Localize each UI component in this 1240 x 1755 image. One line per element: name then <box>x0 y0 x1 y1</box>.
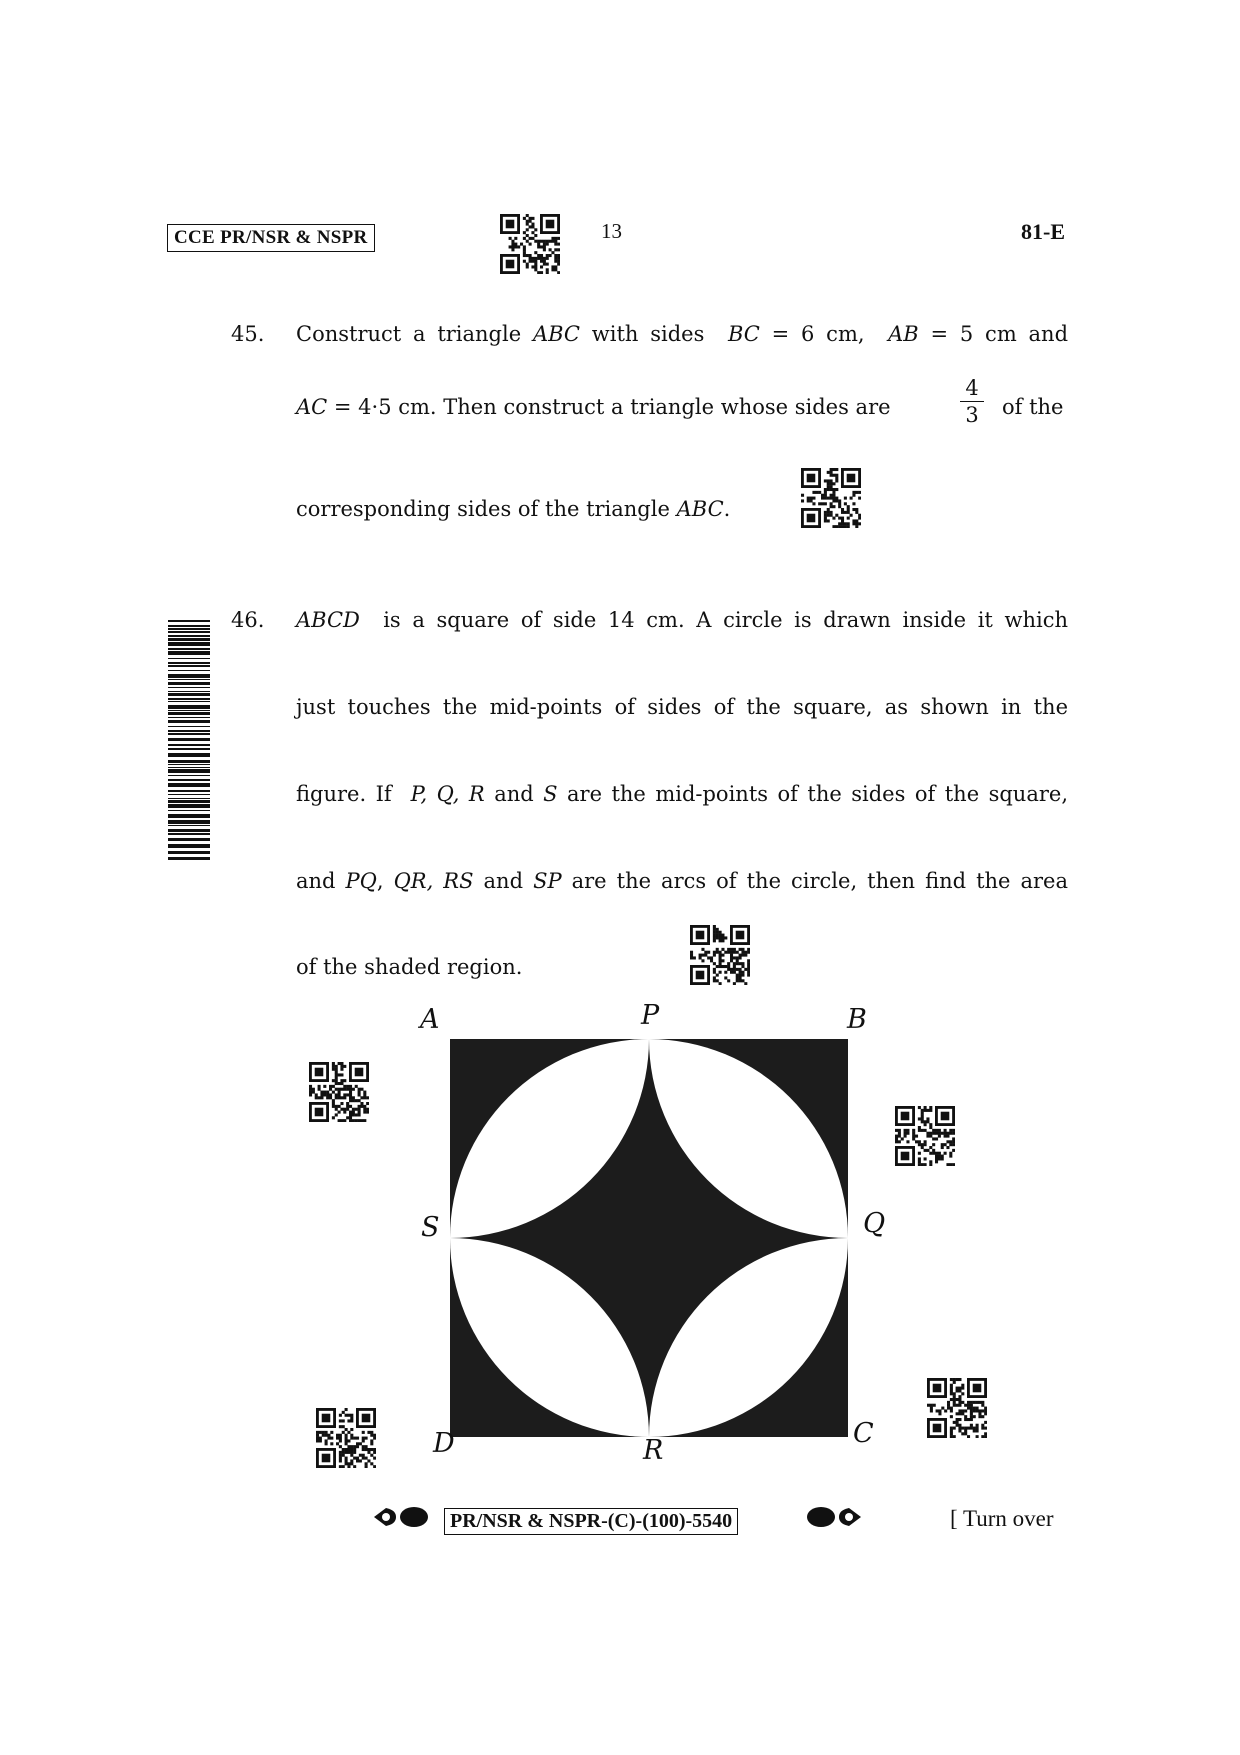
text-segment: are the arcs of the circle, then find the area <box>561 869 1069 893</box>
fraction-four-thirds <box>960 378 984 426</box>
q46-line-4 <box>296 869 1068 893</box>
text-segment: QR, RS <box>393 869 474 893</box>
vertex-label-b: B <box>847 1004 867 1035</box>
text-segment: and <box>484 782 544 806</box>
qr-code-icon <box>927 1378 987 1438</box>
midpoint-label-r: R <box>643 1435 664 1466</box>
text-segment: , <box>376 869 394 893</box>
midpoint-label-q: Q <box>863 1208 886 1239</box>
text-segment: ABC <box>532 322 580 346</box>
fraction-bar <box>960 401 984 402</box>
text-segment: and <box>296 869 346 893</box>
text-segment: Construct a triangle <box>296 322 533 346</box>
qr-code-icon <box>895 1106 955 1166</box>
qr-code-icon <box>309 1062 369 1122</box>
qr-code-icon <box>801 468 861 528</box>
text-segment: P, Q, R <box>410 782 485 806</box>
text-segment: AC <box>296 395 328 419</box>
text-segment: is a square of side 14 cm. A circle is drawn inside it which <box>359 608 1068 632</box>
qr-code-icon <box>316 1408 376 1468</box>
text-segment: and <box>473 869 534 893</box>
footer-paper-code: PR/NSR & NSPR-(C)-(100)-5540 <box>444 1508 738 1535</box>
text-segment: are the mid-points of the sides of the square, <box>557 782 1068 806</box>
page-number: 13 <box>601 219 622 243</box>
text-segment: = 4·5 cm. Then construct a triangle whose sides are <box>327 395 891 419</box>
text-segment: = 5 cm and <box>918 322 1069 346</box>
q46-line-2 <box>296 695 1068 719</box>
ornament-right-icon <box>805 1500 863 1534</box>
fraction-denominator: 3 <box>965 403 979 427</box>
fraction-numerator: 4 <box>965 376 979 400</box>
text-segment: of the shaded region. <box>296 955 523 979</box>
text-segment: ABC <box>676 497 724 521</box>
vertex-label-c: C <box>853 1418 874 1449</box>
figure-shapes <box>450 1039 848 1437</box>
text-segment: PQ <box>345 869 377 893</box>
qr-code-icon <box>690 925 750 985</box>
text-segment: = 6 cm, <box>759 322 889 346</box>
text-segment: just touches the mid-points of sides of the square, as shown in the <box>296 695 1068 719</box>
text-segment: SP <box>533 869 562 893</box>
ornament-left-icon <box>372 1500 430 1534</box>
barcode-icon <box>168 620 210 860</box>
midpoint-label-s: S <box>421 1212 440 1243</box>
text-segment: figure. If <box>296 782 411 806</box>
q46-line-5 <box>296 955 522 979</box>
text-segment: ABCD <box>296 608 360 632</box>
q46-line-3 <box>296 782 1068 806</box>
text-segment: S <box>543 782 558 806</box>
header-exam-label: CCE PR/NSR & NSPR <box>167 224 375 252</box>
text-segment: with sides <box>580 322 728 346</box>
square-circle-figure <box>380 990 900 1490</box>
text-segment: corresponding sides of the triangle <box>296 497 677 521</box>
text-segment: AB <box>888 322 919 346</box>
q46-line-1 <box>296 608 1068 632</box>
question-number-45: 45. <box>231 322 265 346</box>
text-segment: . <box>723 497 731 521</box>
midpoint-label-p: P <box>641 1000 660 1031</box>
qr-code-icon <box>500 214 560 274</box>
q45-line-2-end: of the <box>1002 395 1064 419</box>
question-number-46: 46. <box>231 608 265 632</box>
q45-line-2 <box>296 395 891 419</box>
q45-line-3 <box>296 497 730 521</box>
vertex-label-d: D <box>433 1428 455 1459</box>
turn-over-note: [ Turn over <box>950 1506 1054 1531</box>
q45-line-1 <box>296 322 1068 346</box>
vertex-label-a: A <box>420 1004 440 1035</box>
text-segment: BC <box>727 322 760 346</box>
paper-code: 81-E <box>1021 219 1065 244</box>
